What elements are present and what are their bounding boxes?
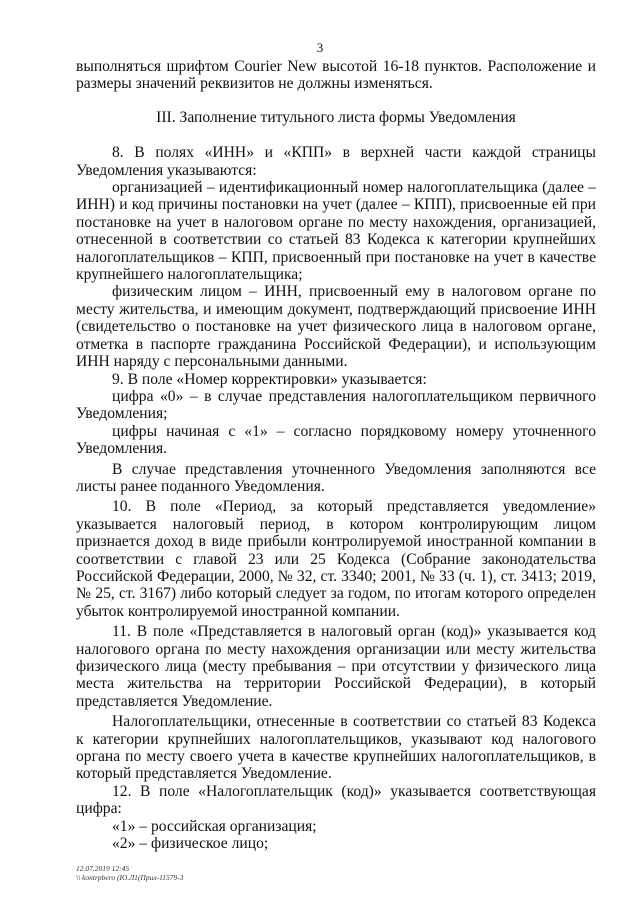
document-body [76,58,596,852]
paragraph-revised: В случае представления уточненного Уведомления заполняются все листы ранее поданного Уведомления. [76,460,596,495]
paragraph-12: 12. В поле «Налогоплательщик (код)» указывается соответствующая цифра: [76,782,596,818]
footer-stamp [76,864,184,882]
paragraph-largest-taxpayers: Налогоплательщики, отнесенные в соответствии со статьей 83 Кодекса к категории крупнейших налогоплательщиков, указывают код налогового органа по месту своего учета в качестве крупнейших налогоплательщиков, в который представляется Уведомление. [76,713,596,783]
paragraph-individual: физическим лицом – ИНН, присвоенный ему в налоговом органе по месту жительства, и имеющим документ, подтверждающий присвоение ИНН (свидетельство о постановке на учет физического лица в налоговом органе, отметка в паспорте гражданина Российской Федерации), и использующим ИНН наряду с персональными данными. [76,283,596,371]
footer-file-path: \\ kontrpbero (Ю.Л1(Прил-11579-3 [76,873,184,882]
footer-timestamp: 12.07.2019 12:45 [76,864,130,873]
section-heading: III. Заполнение титульного листа формы Уведомления [156,108,516,126]
page-number: 3 [316,40,324,55]
paragraph-digit-one: цифры начиная с «1» – согласно порядковому номеру уточненного Уведомления. [76,422,596,458]
paragraph-continuation: выполняться шрифтом Courier New высотой 16-18 пунктов. Расположение и размеры значений реквизитов не должны изменяться. [76,58,596,93]
paragraph-8: 8. В полях «ИНН» и «КПП» в верхней части каждой страницы Уведомления указываются: [76,144,596,179]
paragraph-11: 11. В поле «Представляется в налоговый орган (код)» указывается код налогового органа по месту нахождения организации или месту жительства физического лица (месту пребывания – при отсутствии у физического лица места жительства на территории Российской Федерации), в который представляется Уведомление. [76,623,596,710]
paragraph-organization: организацией – идентификационный номер налогоплательщика (далее – ИНН) и код причины постановки на учет (далее – КПП), присвоенные ей при постановке на учет в налоговом органе по месту нахождения, организацией, отнесенной в соответствии со статьей 83 Кодекса к категории крупнейших налогоплательщиков – КПП, присвоенный при постановке на учет в качестве крупнейшего налогоплательщика; [76,179,596,284]
paragraph-digit-zero: цифра «0» – в случае представления налогоплательщиком первичного Уведомления; [76,387,596,423]
paragraph-9: 9. В поле «Номер корректировки» указывается: [112,370,427,388]
paragraph-10: 10. В поле «Период, за который представляется уведомление» указывается налоговый период, в котором контролирующим лицом признается доход в виде прибыли контролируемой иностранной компании в соответствии с главой 23 или 25 Кодекса (Собрание законодательства Российской Федерации, 2000, № 32, ст. 3340; 2001, № 33 (ч. 1), ст. 3413; 2019, № 25, ст. 3167) либо который следует за годом, по итогам которого определен убыток контролируемой иностранной компании. [76,498,596,620]
list-item-2: «2» – физическое лицо; [112,835,269,853]
list-item-1: «1» – российская организация; [112,817,317,835]
